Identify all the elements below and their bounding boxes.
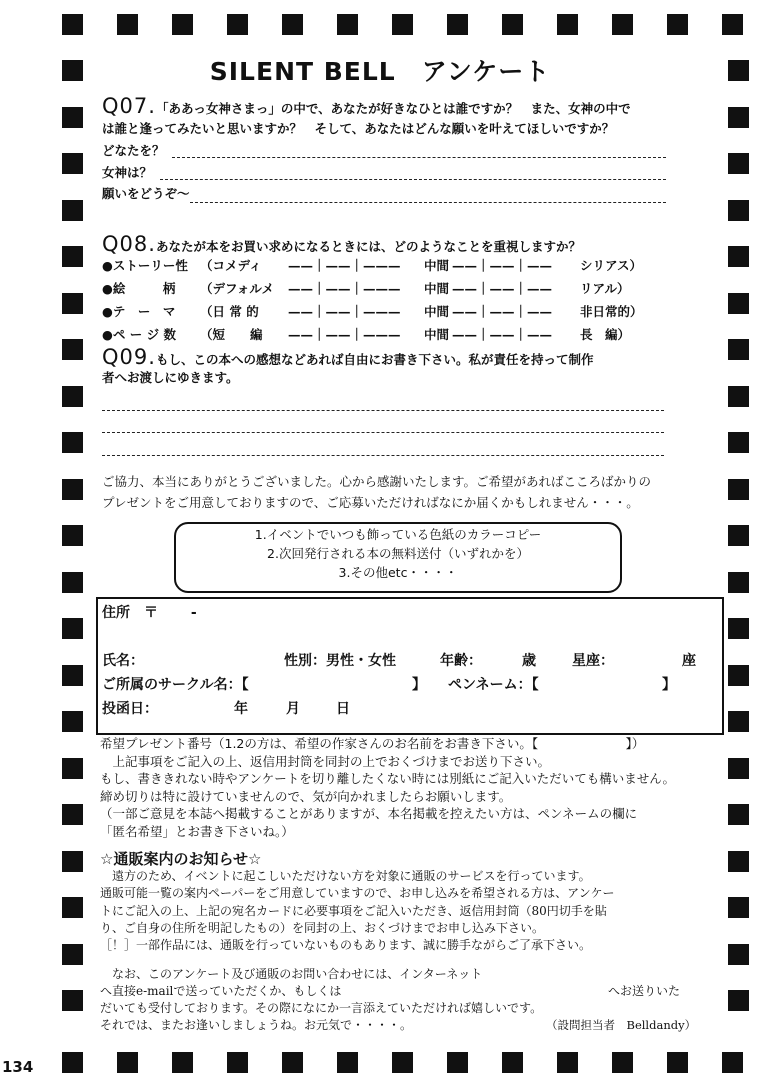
border-square [337, 14, 358, 35]
border-square [227, 1052, 248, 1073]
penname-close: 】 [662, 677, 676, 693]
border-square [728, 618, 749, 639]
scale-middle: 中間 [424, 281, 450, 296]
border-square [728, 200, 749, 221]
border-square [62, 758, 83, 779]
border-square [728, 665, 749, 686]
border-square [62, 1052, 83, 1073]
border-square [337, 1052, 358, 1073]
contact-line: だいても受付しております。その際になにか一言添えていただければ嬉しいです。 [100, 1001, 543, 1015]
contact-line: なお、このアンケート及び通販のお問い合わせには、インターネット [100, 967, 483, 981]
q07-question [102, 94, 631, 118]
border-square [62, 14, 83, 35]
signature: （設問担当者 Belldandy） [546, 1018, 697, 1032]
scale-track[interactable]: ——｜——｜——— [288, 258, 401, 273]
q09-line2: 者へお渡しにゆきます。 [102, 370, 239, 385]
border-square [667, 14, 688, 35]
q07-answer-line-wish[interactable] [190, 202, 666, 203]
border-square [62, 339, 83, 360]
q09-line1: もし、この本への感想などあれば自由にお書き下さい。私が責任を持って制作 [155, 352, 594, 367]
scale-track[interactable]: ——｜——｜—— [452, 327, 553, 342]
scale-track[interactable]: ——｜——｜——— [288, 304, 401, 319]
scale-right: シリアス） [580, 258, 643, 273]
border-square [62, 386, 83, 407]
contact-line-end: へお送りいた [608, 984, 681, 998]
border-square [447, 1052, 468, 1073]
q08-number: Q08. [102, 232, 156, 256]
border-square [62, 851, 83, 872]
border-square [172, 14, 193, 35]
address-form [96, 597, 724, 735]
scale-track[interactable]: ——｜——｜—— [452, 304, 553, 319]
mailorder-line: 遠方のため、イベントに起こしいただけない方を対象に通販のサービスを行っています。 [100, 869, 591, 883]
scale-label: ●ペ ー ジ 数 [102, 327, 176, 342]
note-line: 上記事項をご記入の上、返信用封筒を同封の上でおくづけまでお送り下さい。 [100, 753, 551, 769]
circle-close: 】 [412, 677, 426, 693]
border-square [62, 990, 83, 1011]
border-square [728, 246, 749, 267]
scale-label: ●ストーリー性 [102, 258, 188, 273]
scale-right: 非日常的） [580, 304, 643, 319]
zodiac-field[interactable]: 星座： [572, 653, 614, 669]
gender-field[interactable]: 性別：男性・女性 [284, 653, 396, 669]
q07-number: Q07. [102, 94, 156, 118]
scale-middle: 中間 [424, 304, 450, 319]
border-square [62, 572, 83, 593]
border-square [728, 153, 749, 174]
q08-text: あなたが本をお買い求めになるときには、どのようなことを重視しますか？ [155, 239, 581, 254]
border-square [227, 14, 248, 35]
scale-track[interactable]: ——｜——｜—— [452, 258, 553, 273]
border-square [62, 897, 83, 918]
page-title: SILENT BELL アンケート [209, 57, 551, 86]
scale-track[interactable]: ——｜——｜——— [288, 281, 401, 296]
q07-line1: 「ああっ女神さまっ」の中で、あなたが好きなひとは誰ですか？ また、女神の中で [155, 101, 631, 116]
border-square [117, 1052, 138, 1073]
border-square [62, 200, 83, 221]
border-square [728, 804, 749, 825]
border-square [667, 1052, 688, 1073]
scale-left: （デフォルメ [200, 281, 275, 296]
q07-field-wish: 願いをどうぞ〜 [102, 186, 190, 201]
scale-right: リアル） [580, 281, 630, 296]
border-square [728, 479, 749, 500]
mailorder-line: トにご記入の上、上記の宛名カードに必要事項をご記入いただき、返信用封筒（80円切手を貼 [100, 903, 607, 918]
contact-line: それでは、またお逢いしましょうね。お元気で・・・・。 [100, 1018, 413, 1032]
border-square [557, 14, 578, 35]
border-square [728, 107, 749, 128]
q09-question [102, 345, 594, 369]
present-option: 2.次回発行される本の無料送付（いずれかを） [267, 546, 529, 561]
border-square [62, 618, 83, 639]
border-square [728, 758, 749, 779]
border-square [612, 1052, 633, 1073]
border-square [172, 1052, 193, 1073]
zodiac-unit: 座 [682, 653, 696, 669]
q09-answer-line[interactable] [102, 432, 664, 433]
penname-field[interactable]: ペンネーム：【 [448, 677, 539, 693]
scale-track[interactable]: ——｜——｜——— [288, 327, 401, 342]
scale-right: 長 編） [580, 327, 631, 342]
border-square [728, 711, 749, 732]
mailorder-line: ［！］一部作品には、通販を行っていないものもあります、誠に勝手ながらご了承下さい。 [100, 938, 592, 953]
scale-left: （日 常 的 [200, 304, 259, 319]
border-square [728, 386, 749, 407]
border-square [62, 665, 83, 686]
border-square [62, 107, 83, 128]
q07-line2: は誰と逢ってみたいと思いますか？ そして、あなたはどんな願いを叶えてほしいですか？ [102, 121, 615, 136]
mailorder-heading: ☆通販案内のお知らせ☆ [100, 850, 262, 868]
scale-middle: 中間 [424, 327, 450, 342]
note-line: （一部ご意見を本誌へ掲載することがありますが、本名掲載を控えたい方は、ペンネームの欄に [100, 806, 638, 821]
circle-field[interactable]: ご所属のサークル名：【 [102, 677, 249, 693]
day-unit: 日 [336, 701, 350, 717]
border-square [722, 14, 743, 35]
border-square [728, 293, 749, 314]
border-square [62, 525, 83, 546]
note-line: 希望プレゼント番号（1.2の方は、希望の作家さんのお名前をお書き下さい。【 】） [100, 736, 645, 751]
scale-left: （短 編 [200, 327, 263, 342]
border-square [62, 293, 83, 314]
page-number: 134 [2, 1058, 34, 1076]
name-field[interactable]: 氏名： [102, 653, 144, 669]
border-square [557, 1052, 578, 1073]
month-unit: 月 [286, 701, 300, 717]
border-square [728, 990, 749, 1011]
border-square [728, 944, 749, 965]
scale-track[interactable]: ——｜——｜—— [452, 281, 553, 296]
border-square [62, 479, 83, 500]
border-square [502, 1052, 523, 1073]
note-line: 「匿名希望」とお書き下さいね。） [100, 823, 294, 839]
border-square [62, 246, 83, 267]
border-square [282, 1052, 303, 1073]
q07-answer-line-who[interactable] [172, 157, 666, 158]
border-square [722, 1052, 743, 1073]
age-field[interactable]: 年齢： [440, 653, 482, 669]
border-square [728, 572, 749, 593]
border-square [392, 14, 413, 35]
address-field[interactable]: 住所 〒 - [102, 605, 197, 621]
q08-question [102, 232, 581, 256]
border-square [612, 14, 633, 35]
q07-field-who: どなたを？ [102, 143, 165, 158]
present-options-box [174, 522, 622, 593]
border-square [728, 432, 749, 453]
note-line: もし、書ききれない時やアンケートを切り離したくない時には別紙にご記入いただいても構いません。 [100, 771, 676, 786]
border-square [117, 14, 138, 35]
scale-left: （コメディ [200, 258, 262, 273]
border-square [728, 339, 749, 360]
border-square [282, 14, 303, 35]
contact-line: へ直接e-mailで送っていただくか、もしくは [100, 984, 342, 998]
mailorder-line: り、ご自身の住所を明記したもの）を同封の上、おくづけまでお申し込み下さい。 [100, 920, 545, 935]
border-square [728, 897, 749, 918]
border-square [392, 1052, 413, 1073]
border-square [62, 804, 83, 825]
border-square [502, 14, 523, 35]
border-square [62, 711, 83, 732]
border-square [728, 851, 749, 872]
q07-field-goddess: 女神は？ [102, 165, 153, 180]
note-line: 締め切りは特に設けていませんので、気が向かれましたらお願いします。 [100, 788, 512, 804]
present-option: 1.イベントでいつも飾っている色紙のカラーコピー [254, 527, 542, 542]
q09-answer-line[interactable] [102, 455, 664, 456]
age-unit: 歳 [522, 653, 536, 669]
border-square [62, 944, 83, 965]
border-square [728, 525, 749, 546]
border-square [62, 153, 83, 174]
thanks-line1: ご協力、本当にありがとうございました。心から感謝いたします。ご希望があればこころばかりの [102, 474, 652, 489]
scale-middle: 中間 [424, 258, 450, 273]
border-square [62, 432, 83, 453]
mailorder-line: 通販可能一覧の案内ペーパーをご用意していますので、お申し込みを希望される方は、アンケー [100, 886, 615, 901]
q09-answer-line[interactable] [102, 410, 664, 411]
q09-number: Q09. [102, 345, 156, 369]
scale-label: ●テ ー マ [102, 304, 176, 319]
thanks-line2: プレゼントをご用意しておりますので、ご応募いただければなにか届くかもしれません・・・。 [102, 495, 639, 510]
year-unit: 年 [234, 701, 248, 717]
border-square [447, 14, 468, 35]
present-option: 3.その他etc・・・・ [338, 565, 458, 580]
q07-answer-line-goddess[interactable] [160, 179, 666, 180]
posted-date-field[interactable]: 投函日： [102, 701, 158, 717]
scale-label: ●絵 柄 [102, 281, 176, 296]
